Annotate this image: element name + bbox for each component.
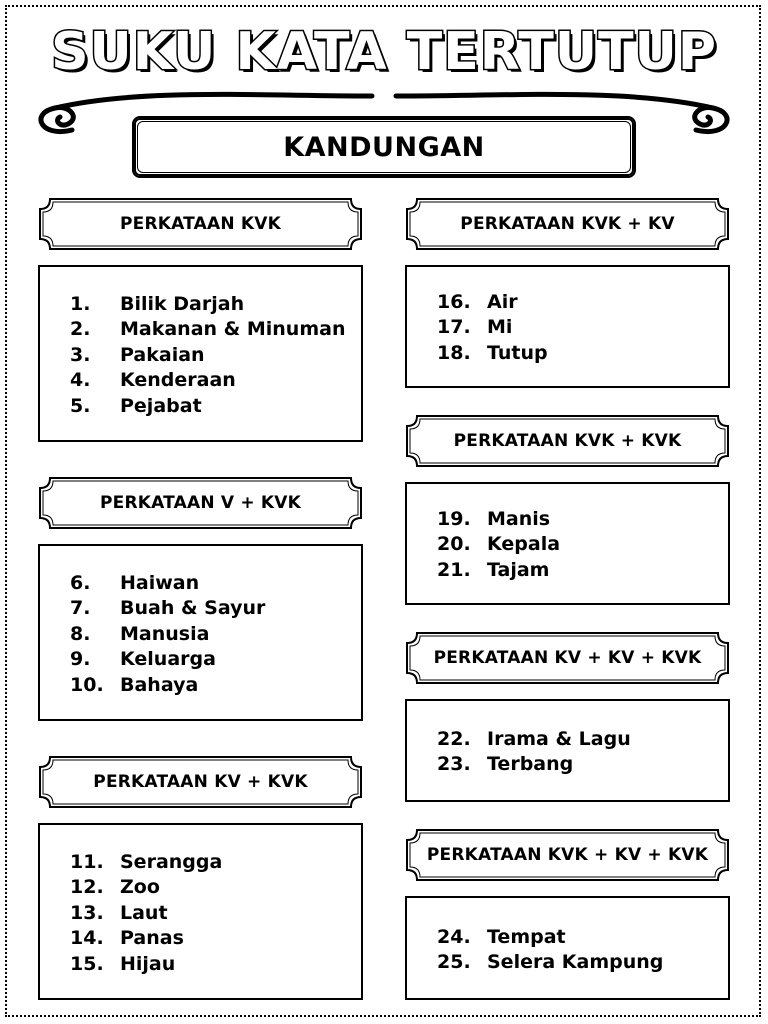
item-number: 20. xyxy=(437,533,471,556)
list-item xyxy=(70,900,361,926)
contents-heading-box xyxy=(132,116,636,178)
item-number: 5. xyxy=(70,394,91,417)
section-list-kvk xyxy=(38,265,363,442)
section-label-text: PERKATAAN V + KVK xyxy=(99,493,302,513)
item-number: 24. xyxy=(437,925,471,948)
section-label-kv-kv-kvk xyxy=(405,631,730,685)
item-number: 6. xyxy=(70,571,91,594)
list-item xyxy=(437,340,728,366)
list-item xyxy=(70,317,361,343)
item-number: 4. xyxy=(70,369,91,392)
list-item xyxy=(437,752,728,778)
item-text: Serangga xyxy=(120,850,223,873)
list-item xyxy=(437,557,728,583)
item-text: Makanan & Minuman xyxy=(120,318,346,341)
item-text: Mi xyxy=(487,316,513,339)
item-text: Pakaian xyxy=(120,343,205,366)
list-item xyxy=(70,849,361,875)
list-item xyxy=(70,570,361,596)
section-list-kvk-kvk xyxy=(405,482,730,605)
item-number: 25. xyxy=(437,951,471,974)
item-number: 11. xyxy=(70,850,104,873)
list-item xyxy=(437,726,728,752)
item-number: 22. xyxy=(437,727,471,750)
section-label-kvk xyxy=(38,197,363,251)
section-label-text: PERKATAAN KVK + KV xyxy=(460,214,675,234)
list-item xyxy=(437,532,728,558)
section-label-kvk-kv-kvk xyxy=(405,828,730,882)
item-text: Kepala xyxy=(487,533,561,556)
section-label-text: PERKATAAN KVK xyxy=(119,214,281,234)
item-number: 12. xyxy=(70,876,104,899)
list-item xyxy=(70,368,361,394)
item-number: 13. xyxy=(70,901,104,924)
item-text: Manis xyxy=(487,507,551,530)
item-text: Terbang xyxy=(487,753,574,776)
item-text: Tempat xyxy=(487,925,566,948)
list-item xyxy=(70,596,361,622)
item-number: 9. xyxy=(70,648,91,671)
item-text: Hijau xyxy=(120,952,176,975)
item-text: Buah & Sayur xyxy=(120,597,266,620)
item-number: 10. xyxy=(70,673,104,696)
item-number: 7. xyxy=(70,597,91,620)
item-text: Bilik Darjah xyxy=(120,292,245,315)
contents-heading-inner-border xyxy=(137,121,631,173)
item-text: Panas xyxy=(120,927,184,950)
section-label-v-kvk xyxy=(38,476,363,530)
item-number: 16. xyxy=(437,290,471,313)
item-text: Laut xyxy=(120,901,168,924)
item-number: 15. xyxy=(70,952,104,975)
item-text: Tutup xyxy=(487,341,548,364)
list-item xyxy=(70,672,361,698)
section-label-text: PERKATAAN KV + KVK xyxy=(93,772,308,792)
item-number: 2. xyxy=(70,318,91,341)
list-item xyxy=(70,647,361,673)
list-item xyxy=(70,393,361,419)
item-text: Tajam xyxy=(487,558,550,581)
item-text: Pejabat xyxy=(120,394,202,417)
item-text: Irama & Lagu xyxy=(487,727,631,750)
section-label-kv-kvk xyxy=(38,755,363,809)
item-text: Haiwan xyxy=(120,571,200,594)
item-text: Bahaya xyxy=(120,673,199,696)
section-label-text: PERKATAAN KVK + KV + KVK xyxy=(426,845,709,865)
item-text: Manusia xyxy=(120,622,210,645)
item-text: Air xyxy=(487,290,518,313)
list-item xyxy=(437,506,728,532)
section-list-kv-kv-kvk xyxy=(405,699,730,802)
list-item xyxy=(437,289,728,315)
item-text: Selera Kampung xyxy=(487,951,664,974)
list-item xyxy=(437,924,728,950)
item-number: 14. xyxy=(70,927,104,950)
contents-heading: KANDUNGAN xyxy=(283,131,485,163)
item-number: 8. xyxy=(70,622,91,645)
list-item xyxy=(70,342,361,368)
list-item xyxy=(70,951,361,977)
list-item xyxy=(437,315,728,341)
section-list-kv-kvk xyxy=(38,823,363,1000)
list-item xyxy=(70,291,361,317)
item-number: 1. xyxy=(70,292,91,315)
section-list-kvk-kv-kvk xyxy=(405,896,730,1000)
item-number: 18. xyxy=(437,341,471,364)
section-label-kvk-kv xyxy=(405,197,730,251)
item-number: 23. xyxy=(437,753,471,776)
section-list-v-kvk xyxy=(38,544,363,721)
item-text: Kenderaan xyxy=(120,369,236,392)
list-item xyxy=(70,926,361,952)
list-item xyxy=(437,950,728,976)
item-number: 19. xyxy=(437,507,471,530)
section-label-text: PERKATAAN KV + KV + KVK xyxy=(433,648,702,668)
list-item xyxy=(70,875,361,901)
item-number: 3. xyxy=(70,343,91,366)
section-list-kvk-kv xyxy=(405,265,730,388)
item-text: Zoo xyxy=(120,876,160,899)
list-item xyxy=(70,621,361,647)
page-title: SUKU KATA TERTUTUP xyxy=(51,22,717,82)
item-text: Keluarga xyxy=(120,648,216,671)
section-label-kvk-kvk xyxy=(405,414,730,468)
section-label-text: PERKATAAN KVK + KVK xyxy=(453,431,682,451)
item-number: 21. xyxy=(437,558,471,581)
item-number: 17. xyxy=(437,316,471,339)
